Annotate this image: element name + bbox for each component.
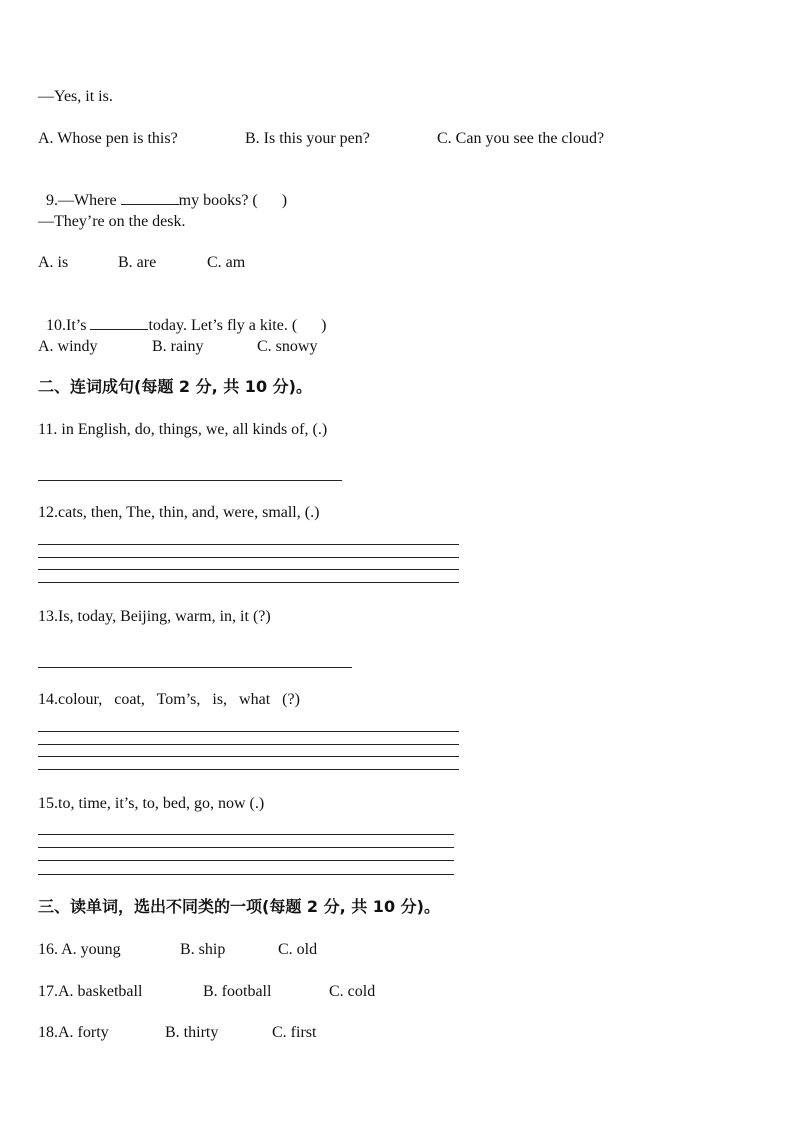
q9-option-a: A. is	[38, 254, 69, 271]
q12-answer-line-3[interactable]	[38, 569, 459, 570]
q13-words: 13.Is, today, Beijing, warm, in, it (?)	[38, 608, 271, 625]
q13-answer-line[interactable]	[38, 667, 352, 668]
q8-option-a: A. Whose pen is this?	[38, 130, 178, 147]
q14-answer-line-3[interactable]	[38, 756, 459, 757]
q9-reply: —They’re on the desk.	[38, 213, 186, 230]
q9-question	[38, 170, 287, 211]
q10-suffix: today. Let’s fly a kite. ( )	[148, 317, 327, 334]
q9-option-c: C. am	[207, 254, 246, 271]
q15-words: 15.to, time, it’s, to, bed, go, now (.)	[38, 795, 265, 812]
q10-option-b: B. rainy	[152, 338, 204, 355]
q12-answer-line-1[interactable]	[38, 544, 459, 545]
q9-option-b: B. are	[118, 254, 157, 271]
q8-reply: —Yes, it is.	[38, 88, 113, 105]
q16-option-a: 16. A. young	[38, 941, 121, 958]
q10-blank[interactable]	[90, 315, 148, 330]
q10-option-c: C. snowy	[257, 338, 318, 355]
q12-answer-line-4[interactable]	[38, 582, 459, 583]
q15-answer-line-4[interactable]	[38, 874, 454, 875]
q14-answer-line-4[interactable]	[38, 769, 459, 770]
section-3-title: 三、读单词，选出不同类的一项(每题 2 分, 共 10 分)。	[38, 897, 440, 916]
q17-option-b: B. football	[203, 983, 272, 1000]
q9-blank[interactable]	[121, 190, 179, 205]
q17-option-a: 17.A. basketball	[38, 983, 143, 1000]
q10-question	[38, 295, 326, 336]
q18-option-c: C. first	[272, 1024, 317, 1041]
q18-option-a: 18.A. forty	[38, 1024, 109, 1041]
q15-answer-line-3[interactable]	[38, 860, 454, 861]
q8-option-b: B. Is this your pen?	[245, 130, 370, 147]
q15-answer-line-1[interactable]	[38, 834, 454, 835]
q10-prefix: 10.It’s	[46, 317, 91, 334]
q17-option-c: C. cold	[329, 983, 376, 1000]
q11-words: 11. in English, do, things, we, all kinds of, (.)	[38, 421, 328, 438]
q9-prefix: 9.—Where	[46, 192, 121, 209]
q14-words: 14.colour, coat, Tom’s, is, what (?)	[38, 691, 300, 708]
q15-answer-line-2[interactable]	[38, 847, 454, 848]
q16-option-b: B. ship	[180, 941, 226, 958]
q16-option-c: C. old	[278, 941, 318, 958]
q9-suffix: my books? ( )	[178, 192, 288, 209]
q14-answer-line-1[interactable]	[38, 731, 459, 732]
q10-option-a: A. windy	[38, 338, 98, 355]
q11-answer-line[interactable]	[38, 480, 342, 481]
q12-words: 12.cats, then, The, thin, and, were, small, (.)	[38, 504, 320, 521]
q8-option-c: C. Can you see the cloud?	[437, 130, 605, 147]
q18-option-b: B. thirty	[165, 1024, 219, 1041]
section-2-title: 二、连词成句(每题 2 分, 共 10 分)。	[38, 377, 312, 396]
q14-answer-line-2[interactable]	[38, 744, 459, 745]
q12-answer-line-2[interactable]	[38, 557, 459, 558]
